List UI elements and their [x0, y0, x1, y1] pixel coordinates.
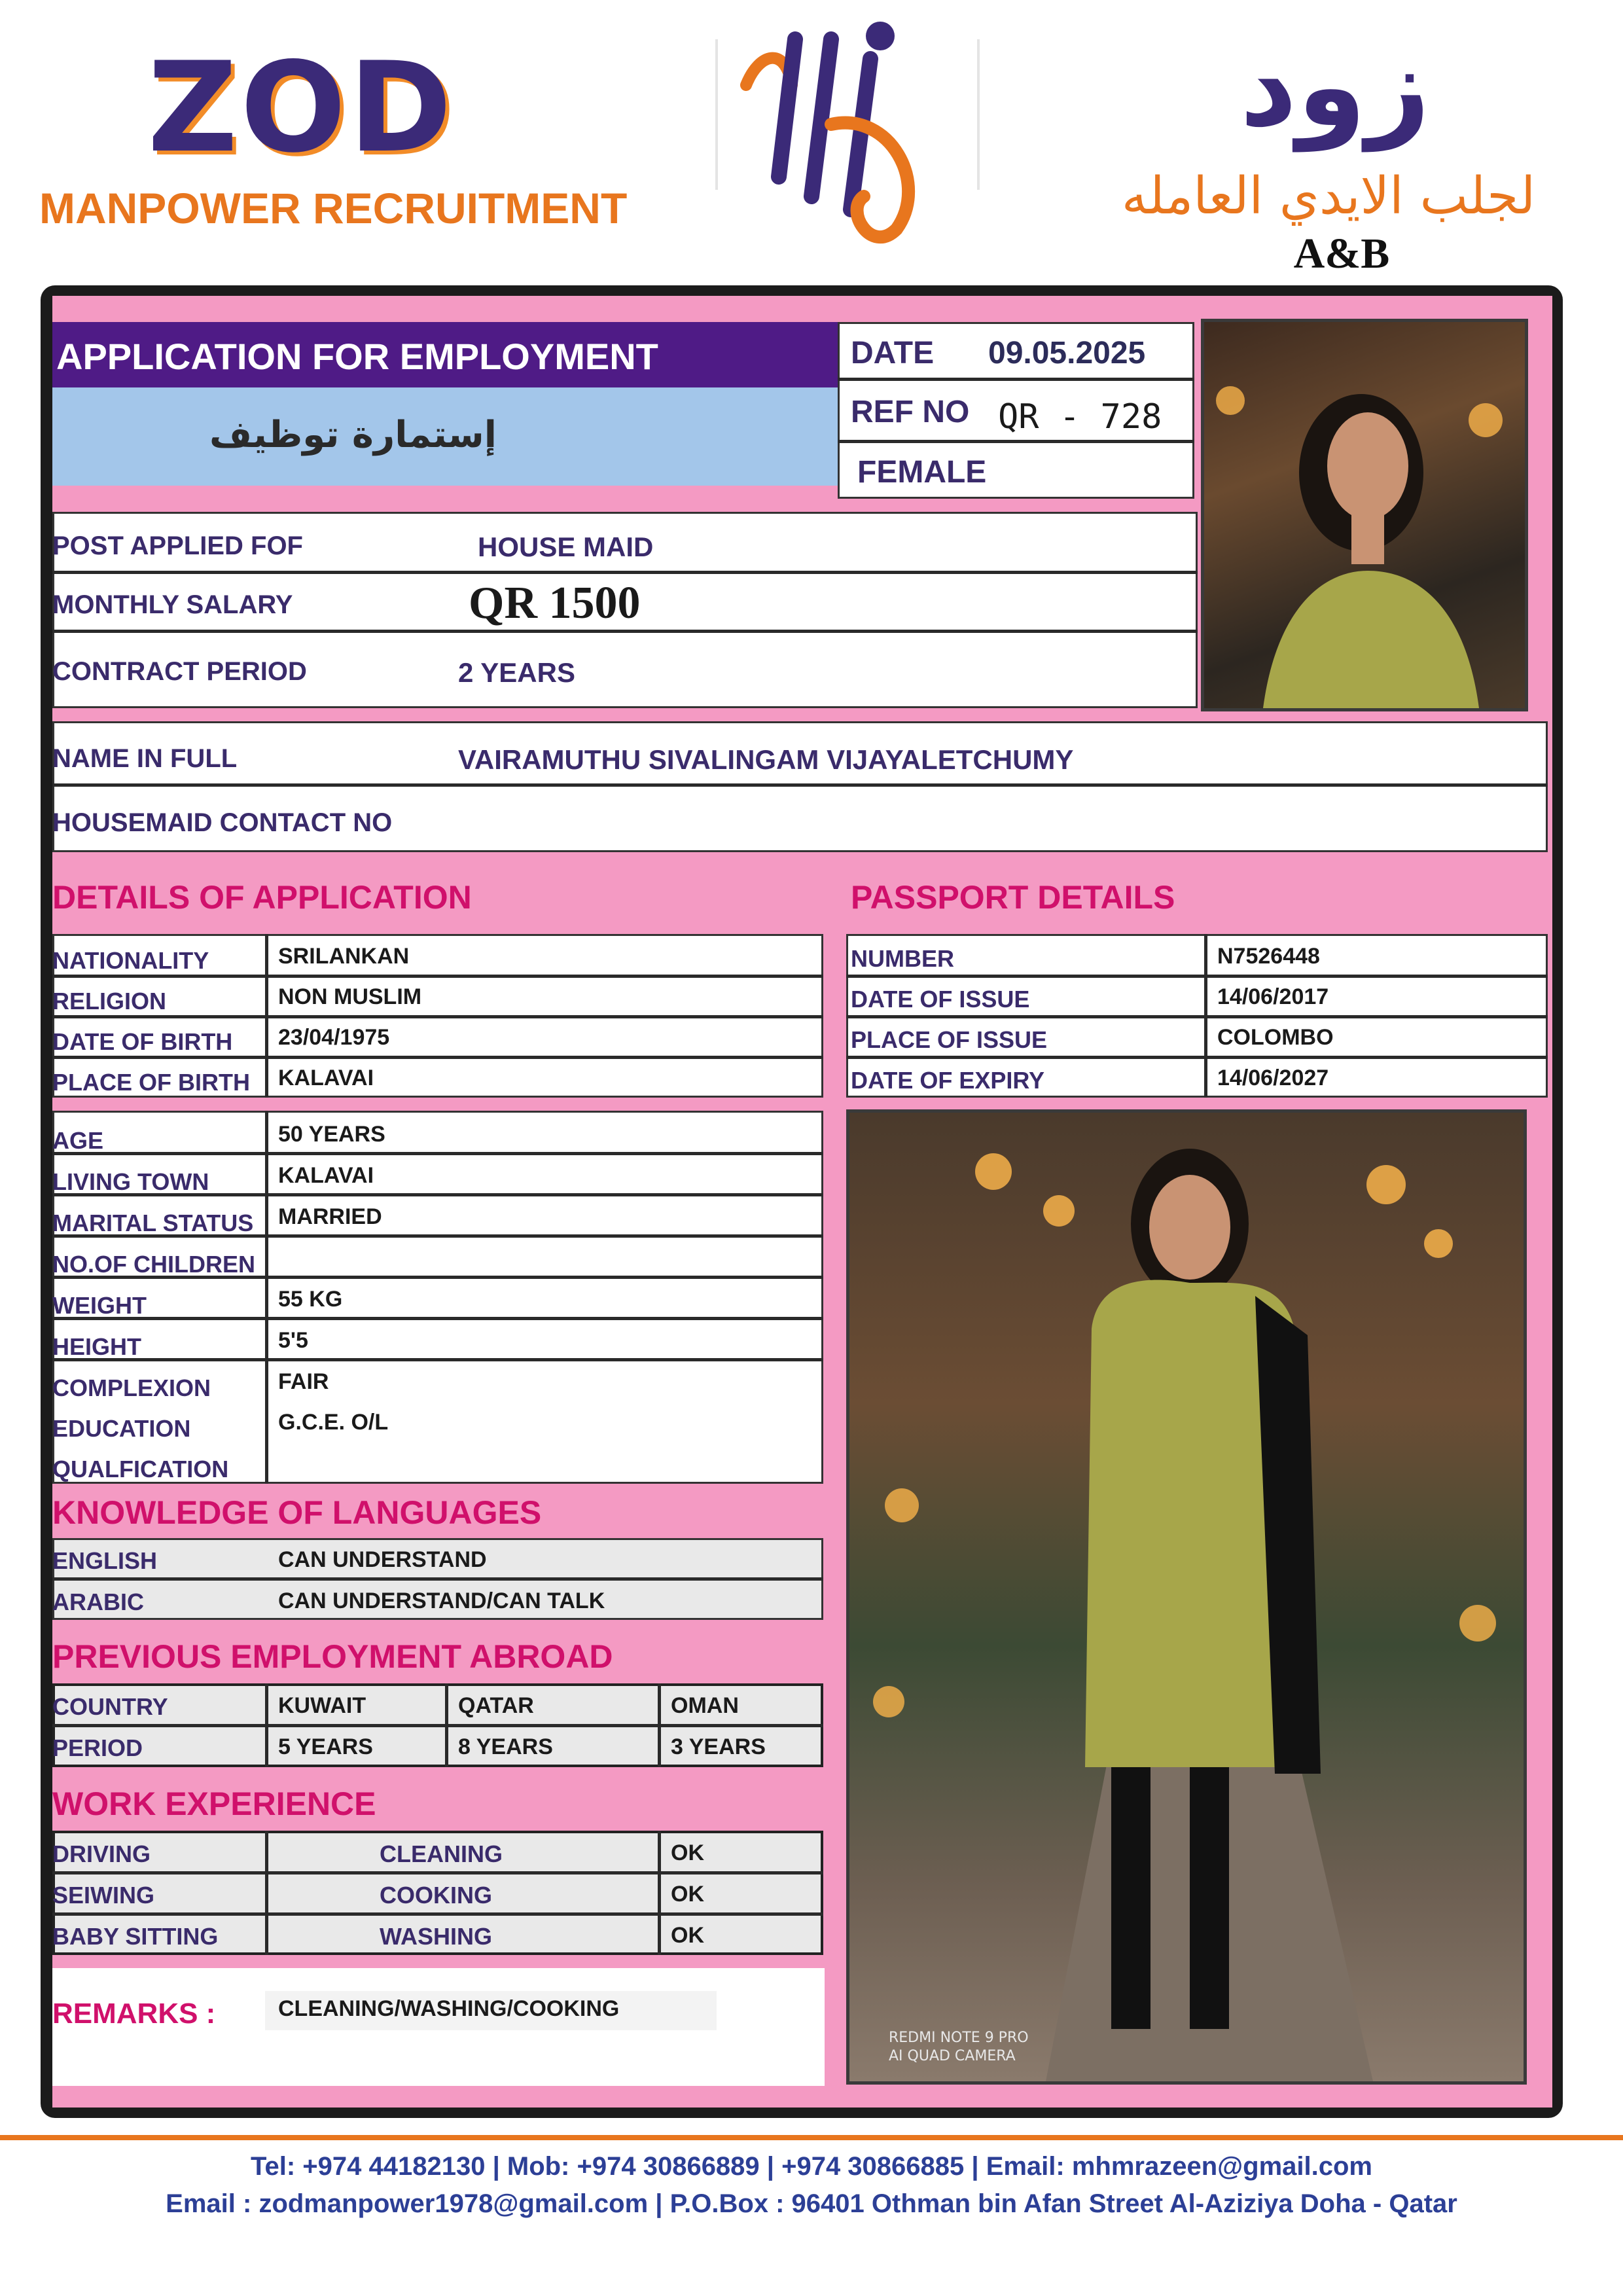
detail-label: RELIGION: [52, 988, 167, 1014]
country-value: QATAR: [458, 1693, 534, 1718]
period-label: PERIOD: [52, 1734, 143, 1761]
rule: [52, 1317, 823, 1320]
footer-contact-line: Tel: +974 44182130 | Mob: +974 30866889 | +974 30866885 | Email: mhmrazeen@gmail.com: [251, 2152, 1372, 2181]
rule: [265, 1111, 268, 1484]
form-title: APPLICATION FOR EMPLOYMENT: [56, 336, 658, 377]
contract-period-value: 2 YEARS: [458, 657, 575, 688]
applicant-full-body-photo: [846, 1109, 1527, 2085]
education-value: G.C.E. O/L: [278, 1410, 389, 1435]
rule: [846, 1015, 1548, 1018]
footer-address-line: Email : zodmanpower1978@gmail.com | P.O.Box : 96401 Othman bin Afan Street Al-Aziziya Doha - Qatar: [166, 2189, 1457, 2218]
brand-tagline: MANPOWER RECRUITMENT: [39, 184, 628, 232]
application-form: [52, 296, 1552, 2108]
full-name-label: NAME IN FULL: [52, 744, 238, 773]
experience-status: OK: [671, 1882, 704, 1907]
rule: [846, 1056, 1548, 1059]
rule: [52, 1358, 823, 1361]
passport-number-value: N7526448: [1217, 944, 1320, 969]
period-value: 8 YEARS: [458, 1734, 553, 1759]
contract-period-label: CONTRACT PERIOD: [52, 657, 307, 686]
detail-value: SRILANKAN: [278, 944, 410, 969]
rule: [52, 1912, 823, 1916]
watermark-line2: AI QUAD CAMERA: [889, 2048, 1016, 2064]
country-value: KUWAIT: [278, 1693, 366, 1718]
contact-no-label: HOUSEMAID CONTACT NO: [52, 808, 393, 837]
rule: [52, 1724, 823, 1727]
header-divider: [715, 39, 718, 190]
arabic-level-value: CAN UNDERSTAND/CAN TALK: [278, 1588, 605, 1613]
rule: [52, 1577, 823, 1581]
detail-label: PLACE OF BIRTH: [52, 1069, 250, 1096]
detail-label: LIVING TOWN: [52, 1168, 209, 1195]
gender-value: FEMALE: [857, 455, 987, 490]
rule: [52, 630, 1198, 633]
detail-label: DATE OF BIRTH: [52, 1028, 233, 1055]
rule: [265, 1683, 268, 1767]
height-value: 5'5: [278, 1328, 308, 1353]
rule: [52, 571, 1198, 574]
rule: [658, 1831, 661, 1955]
chevron-up-icon: ⌃: [782, 1979, 810, 2015]
rule: [52, 1152, 823, 1155]
marital-status-value: MARRIED: [278, 1204, 382, 1229]
experience-skill-label: COOKING: [380, 1882, 493, 1909]
age-value: 50 YEARS: [278, 1122, 385, 1147]
arabic-tagline: لجلب الايدي العامله: [1121, 167, 1536, 226]
country-value: OMAN: [671, 1693, 739, 1718]
rule: [846, 975, 1548, 978]
rule: [838, 378, 1194, 381]
remarks-label: REMARKS :: [52, 1998, 216, 2030]
title-bar: [52, 322, 838, 387]
remarks-value: CLEANING/WASHING/COOKING: [278, 1996, 620, 2021]
arabic-brand-text: زود: [1240, 22, 1431, 152]
experience-skill-label: CLEANING: [380, 1840, 503, 1867]
detail-label: MARITAL STATUS: [52, 1210, 254, 1236]
rule: [52, 975, 823, 978]
detail-label: COMPLEXION: [52, 1374, 211, 1401]
country-label: COUNTRY: [52, 1693, 168, 1720]
footer-divider: [0, 2135, 1623, 2140]
date-label: DATE: [851, 336, 935, 370]
ref-no-value: QR - 728: [998, 397, 1162, 437]
work-experience-section-title: WORK EXPERIENCE: [52, 1785, 376, 1822]
date-value: 09.05.2025: [988, 336, 1146, 370]
ref-no-label: REF NO: [851, 395, 970, 429]
detail-value: NON MUSLIM: [278, 984, 422, 1009]
detail-label: HEIGHT: [52, 1333, 142, 1360]
header-divider-right: [977, 39, 980, 190]
applicant-portrait-photo: [1201, 319, 1528, 711]
period-value: 5 YEARS: [278, 1734, 373, 1759]
passport-label: DATE OF EXPIRY: [851, 1067, 1045, 1094]
experience-status: OK: [671, 1923, 704, 1948]
languages-section-title: KNOWLEDGE OF LANGUAGES: [52, 1494, 542, 1531]
arabic-title-box: [52, 387, 838, 486]
zod-figure-logo: [733, 13, 955, 255]
rule: [52, 1015, 823, 1018]
english-level-value: CAN UNDERSTAND: [278, 1547, 487, 1572]
passport-label: PLACE OF ISSUE: [851, 1026, 1048, 1053]
detail-label: EDUCATION: [52, 1415, 191, 1442]
rule: [265, 1831, 268, 1955]
weight-value: 55 KG: [278, 1287, 343, 1312]
detail-label: AGE: [52, 1127, 104, 1154]
passport-issue-date-value: 14/06/2017: [1217, 984, 1329, 1009]
detail-label: WEIGHT: [52, 1292, 147, 1319]
experience-left-label: SEIWING: [52, 1882, 155, 1909]
detail-label: NO.OF CHILDREN: [52, 1251, 255, 1278]
brand-logo-text: ZOD: [147, 35, 455, 180]
rule: [658, 1683, 661, 1767]
passport-label: DATE OF ISSUE: [851, 986, 1030, 1013]
language-label: ARABIC: [52, 1588, 144, 1615]
monthly-salary-label: MONTHLY SALARY: [52, 590, 293, 619]
passport-section-title: PASSPORT DETAILS: [851, 879, 1175, 916]
experience-left-label: DRIVING: [52, 1840, 151, 1867]
post-applied-value: HOUSE MAID: [478, 531, 654, 562]
rule: [52, 1871, 823, 1874]
experience-status: OK: [671, 1840, 704, 1865]
complexion-value: FAIR: [278, 1369, 329, 1394]
rule: [52, 1056, 823, 1059]
passport-label: NUMBER: [851, 945, 954, 972]
experience-left-label: BABY SITTING: [52, 1923, 219, 1950]
rule: [52, 783, 1548, 787]
full-name-value: VAIRAMUTHU SIVALINGAM VIJAYALETCHUMY: [458, 744, 1074, 775]
monthly-salary-value: QR 1500: [469, 578, 641, 628]
previous-employment-section-title: PREVIOUS EMPLOYMENT ABROAD: [52, 1638, 613, 1675]
details-section-title: DETAILS OF APPLICATION: [52, 879, 472, 916]
detail-value: KALAVAI: [278, 1066, 374, 1090]
detail-value: 23/04/1975: [278, 1025, 390, 1050]
rule: [445, 1683, 448, 1767]
watermark-line1: REDMI NOTE 9 PRO: [889, 2030, 1029, 2046]
rule: [838, 440, 1194, 443]
detail-label: NATIONALITY: [52, 947, 209, 974]
passport-issue-place-value: COLOMBO: [1217, 1025, 1334, 1050]
ab-label: A&B: [1293, 230, 1390, 278]
period-value: 3 YEARS: [671, 1734, 766, 1759]
detail-label: QUALFICATION: [52, 1456, 229, 1482]
arabic-form-title: إستمارة توظيف: [209, 414, 497, 456]
experience-skill-label: WASHING: [380, 1923, 493, 1950]
living-town-value: KALAVAI: [278, 1163, 374, 1188]
language-label: ENGLISH: [52, 1547, 158, 1574]
passport-expiry-value: 14/06/2027: [1217, 1066, 1329, 1090]
post-applied-label: POST APPLIED FOF: [52, 531, 303, 560]
